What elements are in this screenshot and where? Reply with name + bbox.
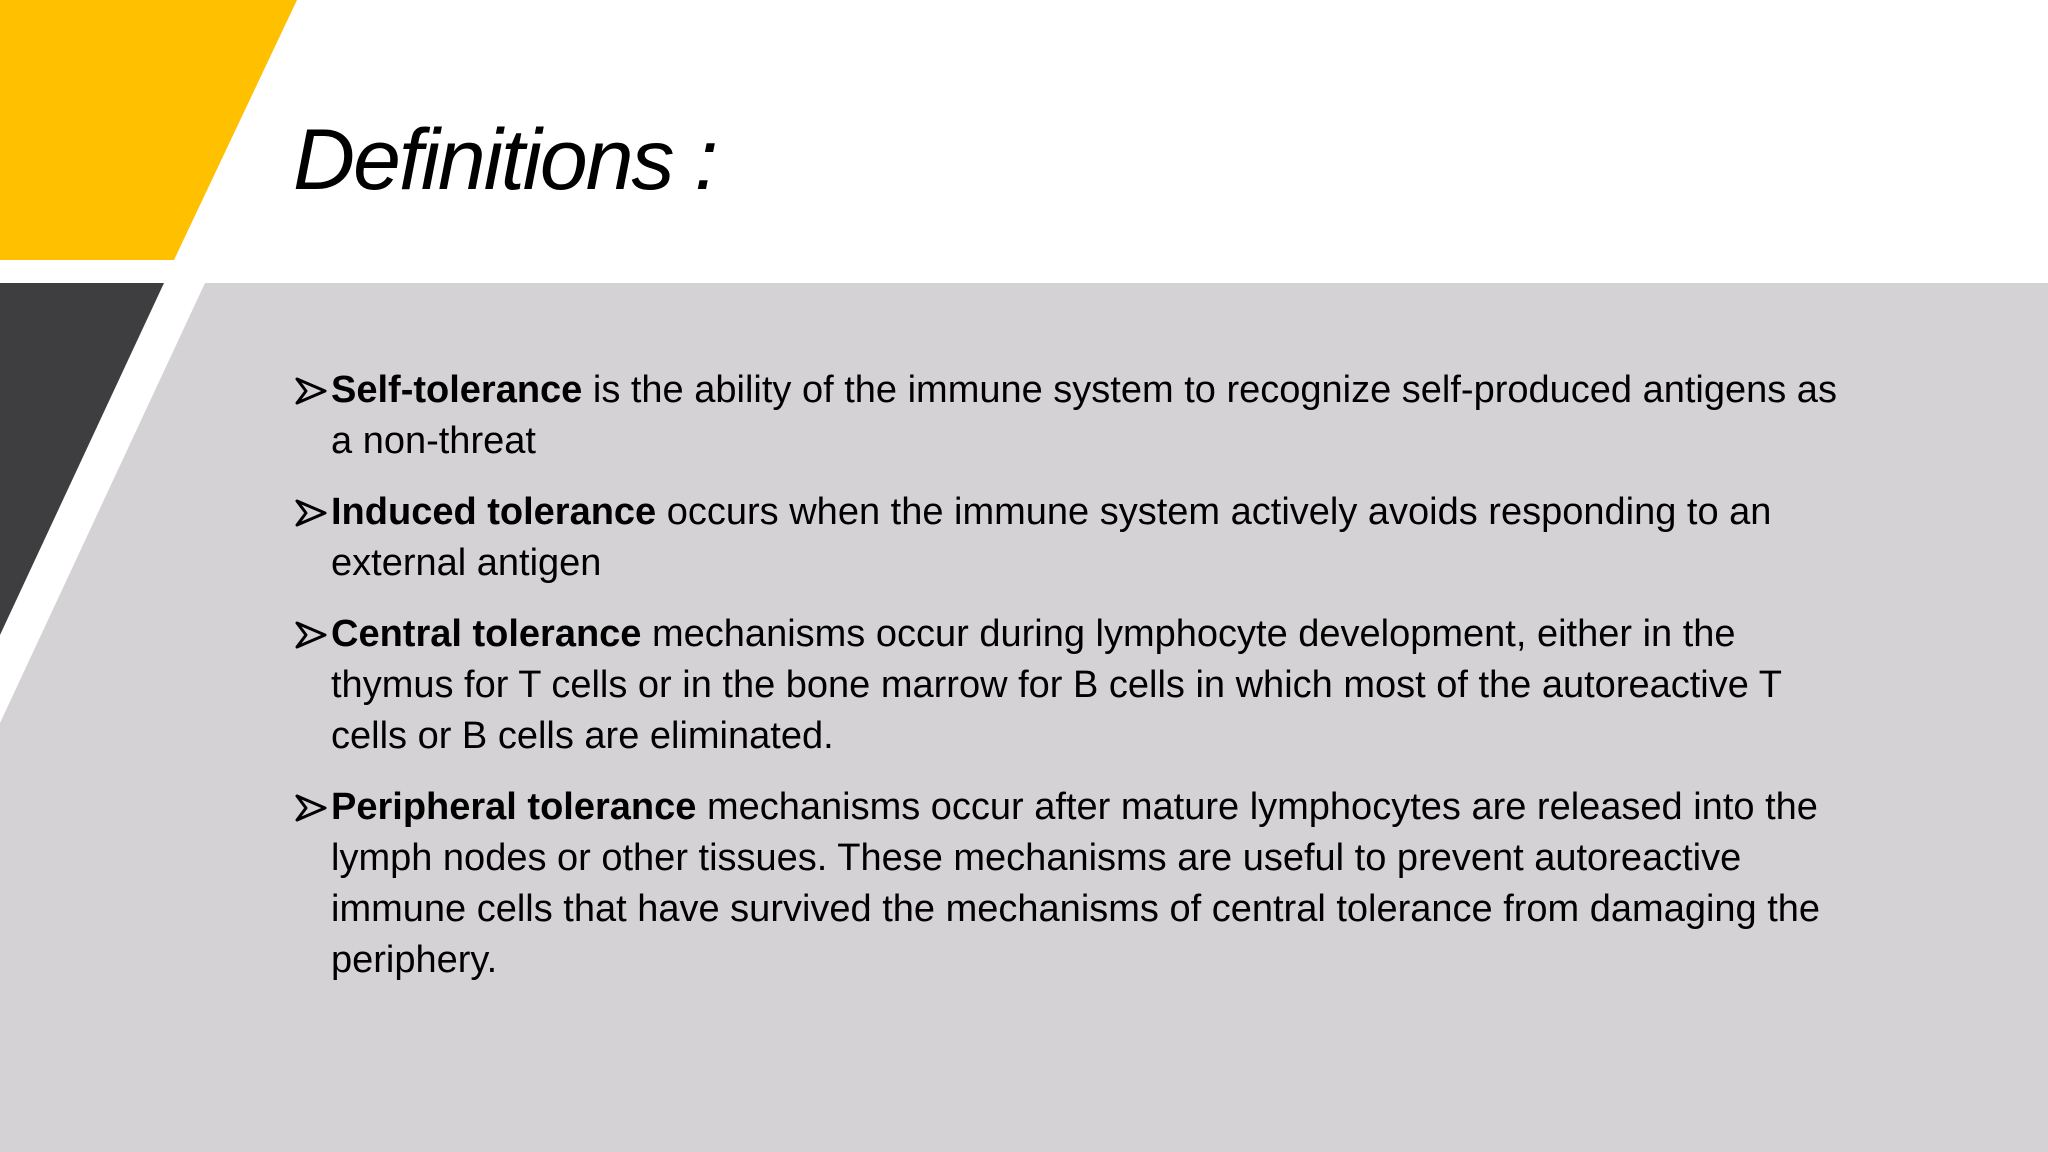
list-item-induced-tolerance	[293, 487, 1853, 589]
definition-induced-tolerance: occurs when the immune system actively avoids responding to an external antigen	[331, 491, 1772, 584]
term-induced-tolerance: Induced tolerance	[331, 491, 657, 533]
list-item-central-tolerance	[293, 609, 1853, 762]
term-central-tolerance: Central tolerance	[331, 613, 642, 655]
slide-title: Definitions :	[293, 112, 717, 208]
arrowhead-bullet-icon	[295, 621, 327, 649]
yellow-corner-shape	[0, 0, 297, 260]
arrowhead-bullet-icon	[295, 499, 327, 527]
list-item-self-tolerance	[293, 365, 1853, 467]
arrowhead-bullet-icon	[295, 794, 327, 822]
term-self-tolerance: Self-tolerance	[331, 369, 583, 411]
definition-self-tolerance: is the ability of the immune system to recognize self-produced antigens as a non-threat	[331, 369, 1837, 462]
definition-central-tolerance: mechanisms occur during lymphocyte development, either in the thymus for T cells or in the bone marrow for B cells in which most of the autoreactive T cells or B cells are eliminated.	[331, 613, 1782, 757]
arrowhead-bullet-icon	[295, 377, 327, 405]
definition-peripheral-tolerance: mechanisms occur after mature lymphocytes are released into the lymph nodes or other tissues. These mechanisms are useful to prevent autoreactive immune cells that have survived the mechanisms of central tolerance from damaging the periphery.	[331, 786, 1821, 981]
term-peripheral-tolerance: Peripheral tolerance	[331, 786, 697, 828]
list-item-peripheral-tolerance	[293, 782, 1853, 986]
definitions-list	[293, 365, 1853, 1006]
